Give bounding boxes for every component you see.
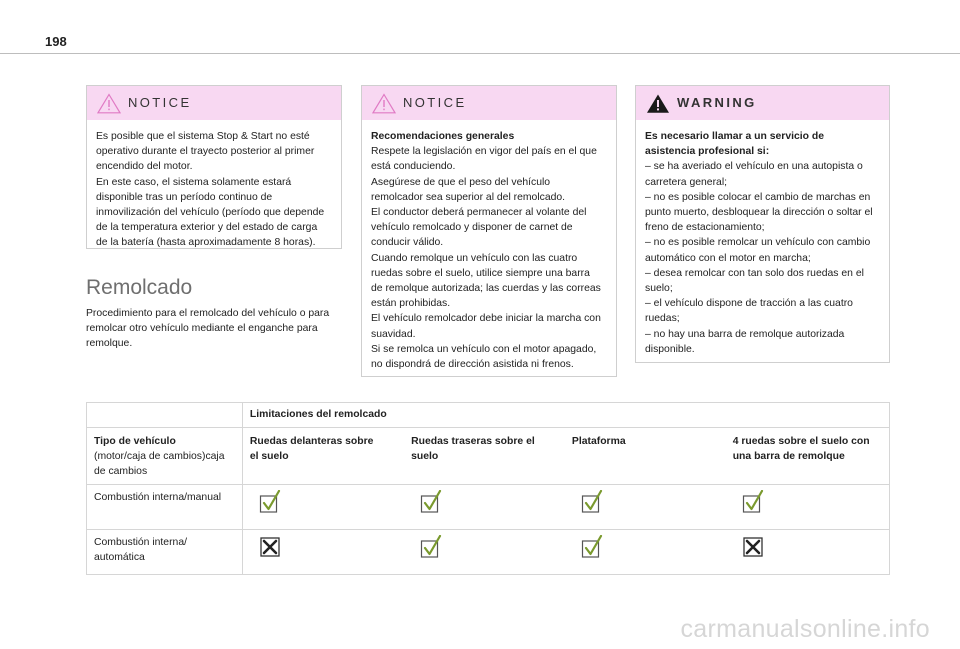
row-label-line: Combustión interna/ [94, 537, 187, 548]
row-label-line: automática [94, 552, 145, 563]
section-line: remolcar otro vehículo mediante el enganche para [86, 323, 318, 335]
section-line: remolque. [86, 338, 133, 350]
warning-line: – se ha averiado el vehículo en una autopista o [645, 161, 863, 173]
warning-triangle-outline-icon [97, 93, 121, 114]
section-intro [86, 306, 346, 352]
notice-line: Asegúrese de que el peso del vehículo [371, 176, 551, 188]
watermark: carmanualsonline.info [680, 615, 930, 643]
checkmark-icon [581, 490, 605, 514]
notice-line: El vehículo remolcador debe iniciar la marcha con [371, 313, 601, 325]
header-line: 4 ruedas sobre el suelo con [732, 436, 870, 447]
checkmark-icon [420, 535, 444, 559]
warning-line: disponible. [645, 343, 695, 355]
notice-line: Es posible que el sistema Stop & Start no esté [96, 131, 310, 142]
notice-line: ruedas sobre el suelo, utilice siempre una barra [371, 267, 590, 279]
header-line: suelo [411, 451, 439, 462]
status-cell [565, 485, 726, 530]
notice-box-recommendations [361, 85, 617, 377]
row-label-line: Combustión interna/manual [94, 492, 222, 503]
status-cell [404, 530, 565, 575]
header-platform [565, 428, 726, 485]
notice-title: NOTICE [128, 95, 192, 110]
header-vehicle-type-bold: Tipo de vehículo [94, 436, 176, 447]
notice-line: está conduciendo. [371, 161, 456, 173]
warning-line: – el vehículo dispone de tracción a las cuatro [645, 298, 853, 310]
cross-box-icon [742, 535, 766, 559]
header-vehicle-type-line: (motor/caja de cambios)caja [94, 451, 225, 462]
notice-line: de la batería (hasta aproximadamente 8 horas). [96, 237, 316, 249]
warning-line: freno de estacionamiento; [645, 222, 765, 234]
notice-line: El conductor deberá permanecer al volante del [371, 207, 587, 219]
warning-triangle-filled-icon [646, 93, 670, 114]
row-label [87, 530, 243, 575]
warning-header [636, 86, 889, 120]
header-four-wheels [726, 428, 890, 485]
warning-heading-line: asistencia profesional si: [645, 146, 770, 158]
status-cell [726, 530, 890, 575]
notice-line: encendido del motor. [96, 161, 193, 173]
notice-line: Respete la legislación en vigor del país en el que [371, 146, 597, 158]
notice-heading: Recomendaciones generales [371, 131, 515, 142]
table-corner-cell [87, 403, 243, 428]
checkmark-icon [259, 490, 283, 514]
warning-box [635, 85, 890, 363]
notice-line: inmovilización del vehículo (período que depende [96, 207, 325, 219]
notice-line: En este caso, el sistema solamente estará [96, 176, 292, 188]
warning-line: suelo; [645, 283, 673, 295]
warning-line: – no es posible remolcar un vehículo con cambio [645, 237, 871, 249]
status-cell [242, 530, 404, 575]
notice-line: están prohibidas. [371, 298, 451, 310]
notice-line: de la temperatura exterior y del estado de carga [96, 222, 318, 234]
warning-line: ruedas; [645, 313, 680, 325]
warning-triangle-outline-icon [372, 93, 396, 114]
notice-line: no dispondrá de dirección asistida ni frenos. [371, 359, 574, 371]
table-caption: Limitaciones del remolcado [242, 403, 889, 428]
warning-title: WARNING [677, 95, 757, 110]
notice-line: conducir válido. [371, 237, 444, 249]
notice-title: NOTICE [403, 95, 467, 110]
notice-line: remolcador sea superior al del remolcado. [371, 191, 566, 203]
warning-line: punto muerto, desbloquear la dirección o soltar el [645, 207, 873, 219]
header-line: una barra de remolque [732, 451, 845, 462]
checkmark-icon [742, 490, 766, 514]
warning-line: – no es posible colocar el cambio de marchas en [645, 191, 871, 203]
section-title: Remolcado [86, 276, 193, 299]
notice-line: operativo durante el trayecto posterior al primer [96, 146, 315, 158]
checkmark-icon [581, 535, 605, 559]
header-front-wheels [242, 428, 404, 485]
notice-line: de remolque autorizada; las cuerdas y las correas [371, 283, 601, 295]
page-number: 198 [45, 34, 67, 49]
notice-line: vehículo remolcado y disponer de carnet de [371, 222, 573, 234]
status-cell [404, 485, 565, 530]
table-row-manual [87, 485, 890, 530]
warning-line: automático con el motor en marcha; [645, 252, 811, 264]
warning-heading-line: Es necesario llamar a un servicio de [645, 131, 825, 142]
header-line: el suelo [249, 451, 289, 462]
status-cell [565, 530, 726, 575]
header-rear-wheels [404, 428, 565, 485]
warning-line: – desea remolcar con tan solo dos ruedas en el [645, 267, 864, 279]
notice-box-stop-start [86, 85, 342, 249]
header-vehicle-type-line: de cambios [94, 466, 148, 477]
notice-header [87, 86, 341, 120]
checkmark-icon [420, 490, 444, 514]
warning-line: carretera general; [645, 176, 728, 188]
header-line: Ruedas traseras sobre el [411, 436, 535, 447]
status-cell [242, 485, 404, 530]
header-vehicle-type [87, 428, 243, 485]
warning-line: – no hay una barra de remolque autorizada [645, 328, 845, 340]
section-line: Procedimiento para el remolcado del vehículo o para [86, 308, 330, 319]
notice-line: suavidad. [371, 328, 416, 340]
cross-box-icon [259, 535, 283, 559]
notice-line: Si se remolca un vehículo con el motor apagado, [371, 343, 597, 355]
towing-limitations-table [86, 402, 890, 575]
notice-header [362, 86, 616, 120]
notice-line: disponible tras un período continuo de [96, 191, 273, 203]
table-row-automatic [87, 530, 890, 575]
status-cell [726, 485, 890, 530]
header-line: Ruedas delanteras sobre [249, 436, 374, 447]
notice-line: Cuando remolque un vehículo con las cuatro [371, 252, 578, 264]
header-divider [0, 53, 960, 54]
header-line: Plataforma [571, 436, 626, 447]
row-label [87, 485, 243, 530]
